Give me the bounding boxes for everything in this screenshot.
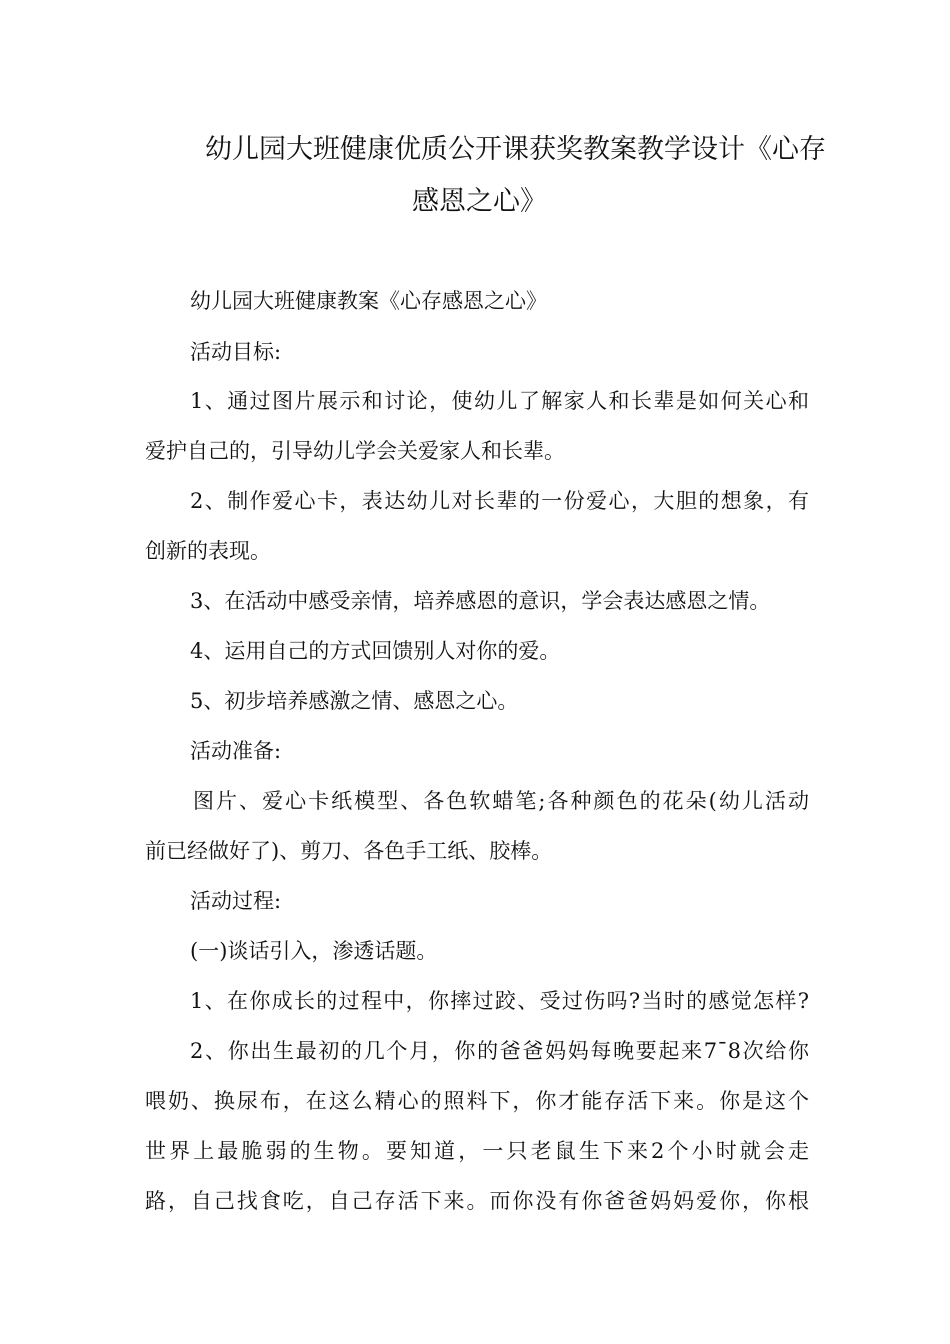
body-line: 图片、爱心卡纸模型、各色软蜡笔;各种颜色的花朵(幼儿活动 (193, 789, 809, 813)
body-line: 2、制作爱心卡，表达幼儿对长辈的一份爱心，大胆的想象，有 (190, 489, 809, 513)
body-line: 喂奶、换尿布，在这么精心的照料下，你才能存活下来。你是这个 (145, 1089, 809, 1113)
body-line: 4、运用自己的方式回馈别人对你的爱。 (190, 639, 561, 663)
lesson-name: 幼儿园大班健康教案《心存感恩之心》 (190, 289, 547, 313)
body-line: 1、通过图片展示和讨论，使幼儿了解家人和长辈是如何关心和 (190, 389, 809, 413)
section-heading-preparation: 活动准备: (190, 739, 282, 763)
body-line: 5、初步培养感激之情、感恩之心。 (190, 689, 519, 713)
body-line: 爱护自己的，引导幼儿学会关爱家人和长辈。 (145, 439, 565, 463)
document-title-line-1: 幼儿园大班健康优质公开课获奖教案教学设计《心存 (205, 134, 826, 165)
body-line: 创新的表现。 (145, 539, 271, 563)
section-heading-goals: 活动目标: (190, 340, 282, 364)
body-line: 1、在你成长的过程中，你摔过跤、受过伤吗?当时的感觉怎样? (190, 989, 809, 1013)
body-line: 2、你出生最初的几个月，你的爸爸妈妈每晚要起来7¯8次给你 (190, 1039, 809, 1063)
document-title-line-2: 感恩之心》 (412, 186, 547, 217)
section-heading-process: 活动过程: (190, 889, 282, 913)
body-line: 前已经做好了)、剪刀、各色手工纸、胶棒。 (145, 839, 553, 863)
subsection-heading: (一)谈话引入，渗透话题。 (190, 939, 438, 963)
body-line: 世界上最脆弱的生物。要知道，一只老鼠生下来2个小时就会走 (145, 1139, 809, 1163)
body-line: 3、在活动中感受亲情，培养感恩的意识，学会表达感恩之情。 (190, 589, 771, 613)
body-line: 路，自己找食吃，自己存活下来。而你没有你爸爸妈妈爱你，你根 (145, 1189, 809, 1213)
